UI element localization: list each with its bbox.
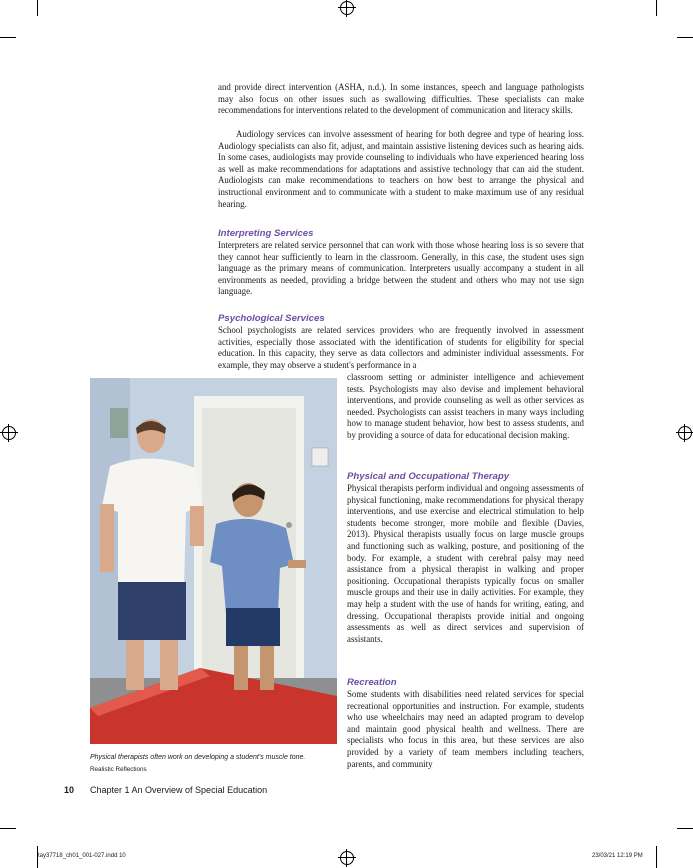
paragraph-audiology: Audiology services can involve assessment of hearing for both degree and type of hearing loss. Audiology specialists can also fit, adjust, and maintain assistive listening devices such as hearing aids. In some cases, audiologists may provide counseling to individuals who have experienced hearing loss as well as make recommendations for adaptations and assistive technology that can aid the student. Audiologists can make recommendations to teachers on how best to arrange the physical and instructional environment and to communicate with a student to make maximum use of any residual hearing. bbox=[218, 129, 584, 209]
paragraph-physical-therapy: Physical therapists perform individual and ongoing assessments of physical functioning, make recommendations for physical therapy interventions, and use exercise and electrical stimulation to help students become stronger, more mobile and flexible (Davies, 2013). Physical therapists usually focus on large muscle groups and functioning such as walking, posture, and positioning of the body. For example, a student with cerebral palsy may need assistance from a physical therapist in walking and proper positioning. Occupational therapists typically focus on smaller muscle groups and their use in daily activities. For example, they may help a student with the use of hands for writing, eating, and dressing. Occupational therapists provide initial and ongoing assessments as well as direct services and supervision of assistants. bbox=[347, 483, 584, 644]
paragraph-psychological-continued: classroom setting or administer intelligence and achievement tests. Psychologists may also devise and implement behavioral interventions, and provide counseling as well as other services as needed. Psychologists can assist teachers in many ways including how to manage student behavior, how best to assess students, and by providing a source of data for educational decision making. bbox=[347, 372, 584, 440]
paragraph-recreation: Some students with disabilities need related services for special recreational opportunities and instruction. For example, students who use wheelchairs may need an adapted program to develop and maintain good physical health and wellness. There are specialists who focus in this area, but these services are also provided by a variety of team members including teachers, parents, and community bbox=[347, 689, 584, 769]
heading-psychological-services: Psychological Services bbox=[218, 313, 325, 324]
crop-mark-top-right bbox=[656, 0, 657, 16]
heading-physical-occupational-therapy: Physical and Occupational Therapy bbox=[347, 471, 510, 482]
heading-recreation: Recreation bbox=[347, 677, 397, 688]
crop-mark-top-left bbox=[37, 0, 38, 16]
crop-mark-left-upper bbox=[0, 37, 16, 38]
figure-credit: Realistic Reflections bbox=[90, 766, 147, 773]
crop-mark-right-lower bbox=[677, 828, 693, 829]
heading-interpreting-services: Interpreting Services bbox=[218, 228, 314, 239]
page-number: 10 bbox=[64, 785, 75, 795]
paragraph-speech-language: and provide direct intervention (ASHA, n.d.). In some instances, speech and language pathologists may also focus on other issues such as swallowing difficulties. These specialists can make recommendations for interventions related to the development of communication and literacy skills. bbox=[218, 82, 584, 116]
figure-caption: Physical therapists often work on developing a student's muscle tone. bbox=[90, 754, 306, 761]
registration-mark-bottom bbox=[340, 851, 354, 865]
therapy-photo bbox=[90, 378, 337, 744]
paragraph-interpreting: Interpreters are related service personnel that can work with those whose hearing loss is so severe that they cannot hear sufficiently to learn in the classroom. Generally, in this case, the student uses sign language as the primary means of communication. Interpreters usually accompany a student in all environments as needed, providing a bridge between the student and others who may not use sign language. bbox=[218, 240, 584, 297]
registration-mark-top bbox=[340, 1, 354, 15]
registration-mark-right bbox=[678, 426, 692, 440]
slug-file-name: tay37718_ch01_001-027.indd 10 bbox=[38, 853, 126, 859]
paragraph-psychological: School psychologists are related services providers who are frequently involved in assessment activities, especially those associated with the identification of students for eligibility for special education. In this capacity, they serve as data collectors and administer individual assessments. For example, they may observe a student's performance in a bbox=[218, 325, 584, 370]
crop-mark-bottom-right bbox=[656, 846, 657, 868]
slug-date: 23/03/21 12:19 PM bbox=[592, 853, 643, 859]
registration-mark-left bbox=[2, 426, 16, 440]
chapter-title: Chapter 1 An Overview of Special Education bbox=[90, 785, 268, 795]
crop-mark-right-upper bbox=[677, 37, 693, 38]
crop-mark-left-lower bbox=[0, 828, 16, 829]
therapy-photo-illustration bbox=[90, 378, 337, 744]
